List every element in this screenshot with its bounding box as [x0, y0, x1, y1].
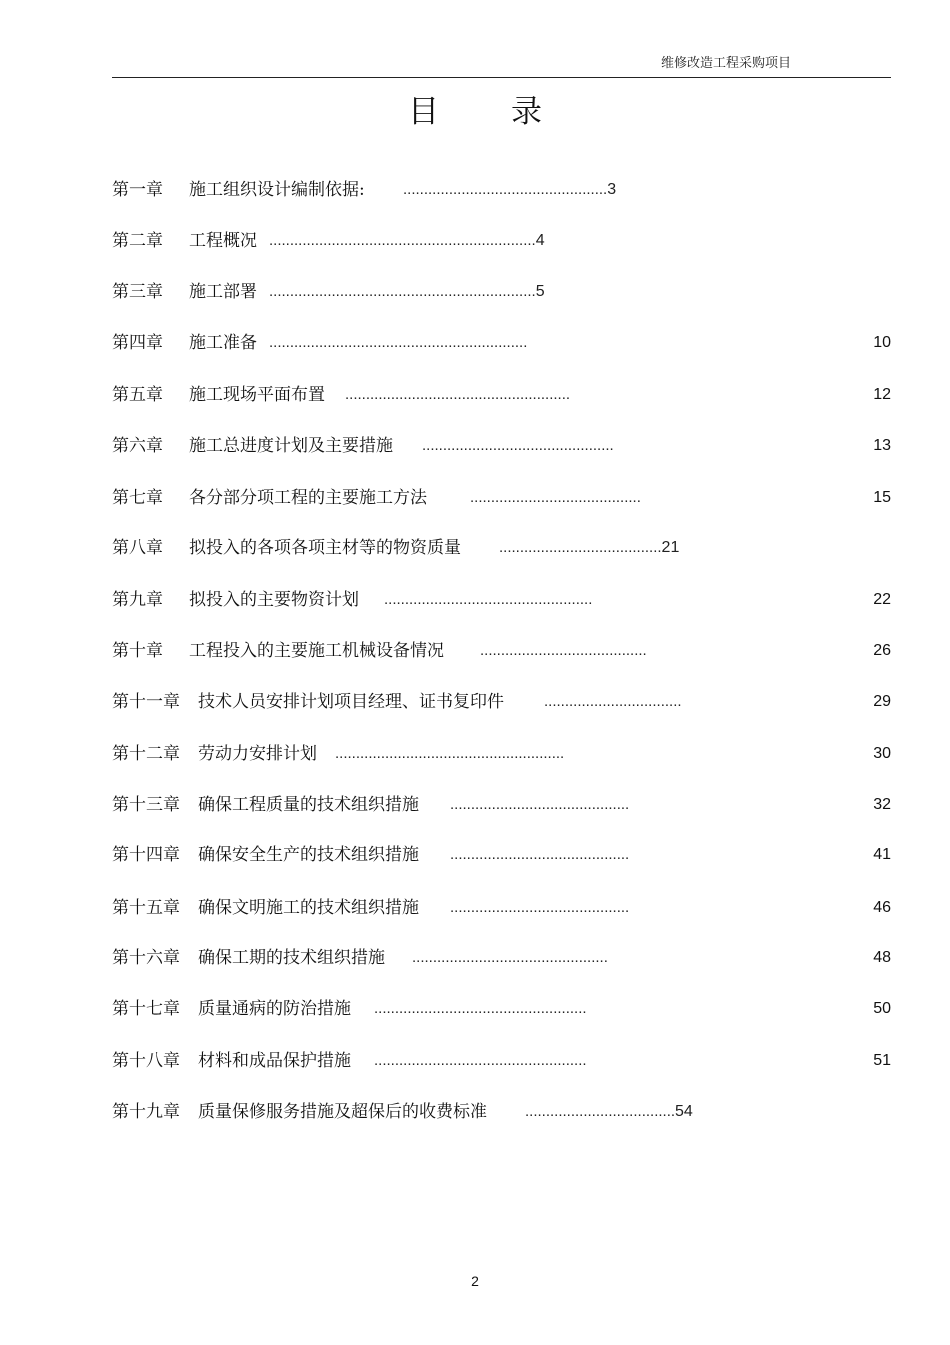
- toc-page: 51: [873, 1052, 891, 1069]
- toc-page: 41: [873, 846, 891, 863]
- toc-title: 劳动力安排计划: [198, 744, 317, 764]
- toc-chapter: 第十七章: [112, 999, 180, 1019]
- toc-chapter: 第十章: [112, 641, 163, 661]
- toc-chapter: 第十二章: [112, 744, 180, 764]
- toc-title: 拟投入的主要物资计划: [189, 590, 359, 610]
- toc-chapter: 第七章: [112, 488, 163, 508]
- toc-title: 材料和成品保护措施: [198, 1051, 351, 1071]
- toc-entry[interactable]: [112, 536, 891, 560]
- toc-chapter: 第十九章: [112, 1102, 180, 1122]
- toc-title: 质量通病的防治措施: [198, 999, 351, 1019]
- toc-entry[interactable]: [112, 639, 891, 663]
- toc-title: 工程概况: [189, 231, 257, 251]
- toc-title: 各分部分项工程的主要施工方法: [189, 488, 427, 508]
- toc-leader-dots: .......................................21: [499, 539, 680, 556]
- toc-title: 确保安全生产的技术组织措施: [198, 845, 419, 865]
- toc-leader-dots: ................................................................4: [269, 232, 545, 249]
- toc-entry[interactable]: [112, 896, 891, 920]
- toc-leader-dots: ...............................................: [412, 949, 608, 966]
- toc-entry[interactable]: [112, 1100, 891, 1124]
- toc-leader-dots: ...........................................: [450, 846, 630, 863]
- toc-leader-dots: ................................................................5: [269, 283, 545, 300]
- page-title: 目录: [408, 94, 614, 130]
- toc-title: 施工准备: [189, 333, 257, 353]
- toc-page: 4: [535, 232, 545, 249]
- toc-entry[interactable]: [112, 946, 891, 970]
- toc-chapter: 第六章: [112, 436, 163, 456]
- toc-entry[interactable]: [112, 793, 891, 817]
- toc-title: 质量保修服务措施及超保后的收费标准: [198, 1102, 487, 1122]
- toc-page: 32: [873, 796, 891, 813]
- toc-chapter: 第三章: [112, 282, 163, 302]
- toc-chapter: 第十八章: [112, 1051, 180, 1071]
- toc-leader-dots: .......................................................: [335, 745, 565, 762]
- toc-chapter: 第十六章: [112, 948, 180, 968]
- toc-entry[interactable]: [112, 331, 891, 355]
- toc-title: 确保工期的技术组织措施: [198, 948, 385, 968]
- toc-leader-dots: ......................................................: [345, 386, 571, 403]
- toc-page: 50: [873, 1000, 891, 1017]
- toc-page: 13: [873, 437, 891, 454]
- header-rule: [112, 77, 891, 78]
- toc-leader-dots: .........................................: [470, 489, 641, 506]
- toc-page: 46: [873, 899, 891, 916]
- toc-page: 5: [535, 283, 545, 300]
- toc-entry[interactable]: [112, 690, 891, 714]
- toc-leader-dots: ...................................................: [374, 1052, 587, 1069]
- toc-leader-dots: ...................................................: [374, 1000, 587, 1017]
- toc-chapter: 第十四章: [112, 845, 180, 865]
- toc-page: 30: [873, 745, 891, 762]
- toc-title: 施工现场平面布置: [189, 385, 325, 405]
- toc-title: 施工部署: [189, 282, 257, 302]
- toc-entry[interactable]: [112, 434, 891, 458]
- toc-chapter: 第四章: [112, 333, 163, 353]
- page-number: 2: [471, 1273, 479, 1289]
- toc-page: 26: [873, 642, 891, 659]
- toc-leader-dots: ...........................................: [450, 796, 630, 813]
- toc-page: 48: [873, 949, 891, 966]
- toc-chapter: 第二章: [112, 231, 163, 251]
- toc-entry[interactable]: [112, 280, 891, 304]
- toc-chapter: 第十五章: [112, 898, 180, 918]
- toc-entry[interactable]: [112, 1049, 891, 1073]
- toc-chapter: 第一章: [112, 180, 163, 200]
- toc-entry[interactable]: [112, 178, 891, 202]
- toc-page: 54: [675, 1103, 693, 1120]
- toc-title: 施工总进度计划及主要措施: [189, 436, 393, 456]
- toc-leader-dots: .................................: [544, 693, 682, 710]
- toc-entry[interactable]: [112, 843, 891, 867]
- toc-page: 15: [873, 489, 891, 506]
- toc-entry[interactable]: [112, 383, 891, 407]
- toc-page: 29: [873, 693, 891, 710]
- toc-leader-dots: ..............................................................: [269, 334, 528, 351]
- toc-leader-dots: ..............................................: [422, 437, 614, 454]
- toc-page: 12: [873, 386, 891, 403]
- toc-title: 确保工程质量的技术组织措施: [198, 795, 419, 815]
- toc-title: 技术人员安排计划项目经理、证书复印件: [198, 692, 504, 712]
- toc-page: 21: [661, 539, 680, 556]
- toc-title: 工程投入的主要施工机械设备情况: [189, 641, 444, 661]
- toc-title: 拟投入的各项各项主材等的物资质量: [189, 538, 461, 558]
- toc-entry[interactable]: [112, 229, 891, 253]
- toc-leader-dots: ...........................................: [450, 899, 630, 916]
- toc-entry[interactable]: [112, 742, 891, 766]
- toc-entry[interactable]: [112, 997, 891, 1021]
- toc-title: 施工组织设计编制依据:: [189, 180, 365, 200]
- toc-page: 10: [873, 334, 891, 351]
- toc-leader-dots: ....................................54: [525, 1103, 693, 1120]
- toc-chapter: 第八章: [112, 538, 163, 558]
- toc-leader-dots: ..................................................: [384, 591, 593, 608]
- running-header: 维修改造工程采购项目: [661, 56, 792, 71]
- toc-chapter: 第十一章: [112, 692, 180, 712]
- toc-leader-dots: ........................................: [480, 642, 647, 659]
- toc-entry[interactable]: [112, 486, 891, 510]
- toc-chapter: 第九章: [112, 590, 163, 610]
- toc-entry[interactable]: [112, 588, 891, 612]
- toc-chapter: 第五章: [112, 385, 163, 405]
- toc-chapter: 第十三章: [112, 795, 180, 815]
- toc-leader-dots: .................................................3: [403, 181, 617, 198]
- toc-page: 22: [873, 591, 891, 608]
- toc-title: 确保文明施工的技术组织措施: [198, 898, 419, 918]
- toc-page: 3: [607, 181, 617, 198]
